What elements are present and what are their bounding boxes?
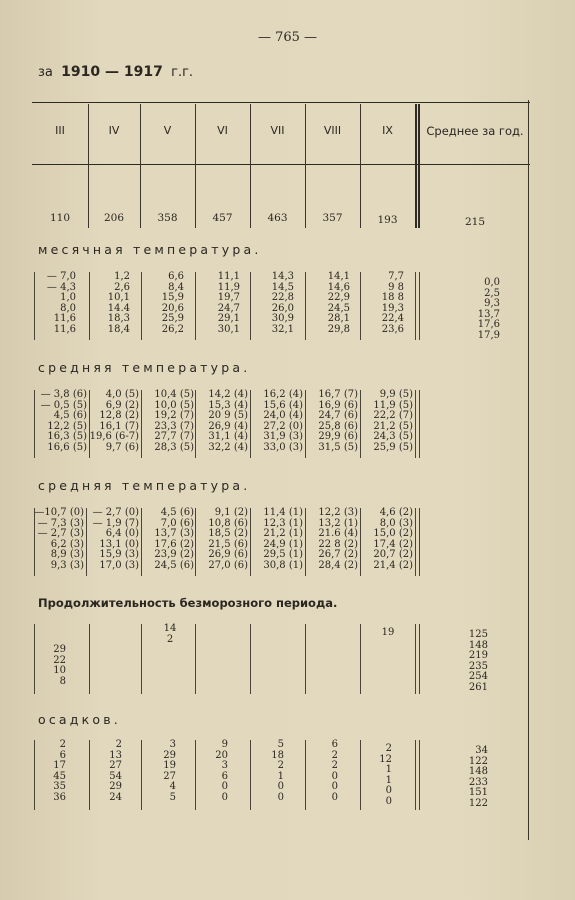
table-cell: 12,2 (3) [318,507,358,518]
data-column [196,390,248,454]
table-cell: 17 [53,760,66,772]
column-rule [305,740,306,810]
table-cell: 15,6 (4) [263,399,303,411]
table-cell: 2 [385,743,392,754]
column-rule [360,740,361,810]
table-cell: 20 [215,749,228,761]
data-column [156,624,184,645]
column-rule [89,740,90,810]
table-cell: 1 [277,770,284,782]
table-cell: 17,0 (3) [99,559,139,571]
header-divider [415,104,417,228]
table-cell: 254 [468,671,488,683]
table-cell: 23,6 [381,323,404,335]
data-column [87,508,139,572]
table-cell: 29 [109,781,122,793]
table-cell: 12 [379,753,392,765]
table-cell: 19,6 (6-7) [89,431,139,443]
table-cell: 125 [468,629,488,640]
table-cell: 10,4 (5) [154,389,194,400]
header-divider [140,104,141,228]
table-cell: 23,9 (2) [154,549,194,561]
data-column [256,272,294,336]
table-cell: 27,2 (0) [263,420,303,432]
table-cell: 28,3 (5) [154,441,194,453]
total-value: 206 [103,212,125,224]
table-cell: 2 [115,739,122,750]
table-cell: 11,1 [217,271,240,282]
table-cell: 27 [163,770,176,782]
avg-column [464,630,488,694]
table-cell: 8,0 (3) [379,517,413,529]
table-cell: 148 [468,639,488,651]
table-cell: 4,0 (5) [105,389,139,400]
table-cell: 29,9 (6) [318,431,358,443]
table-cell: 3 [221,760,228,772]
table-cell: 24,0 (4) [263,410,303,422]
column-rule [415,624,420,694]
column-rule [415,508,420,576]
table-cell: 7,7 [388,271,404,282]
table-cell: 24,5 [327,302,350,314]
table-cell: 13 [109,749,122,761]
table-cell: 33,0 (3) [263,441,303,453]
table-cell: 11,6 [53,313,76,325]
table-cell: 14,3 [271,271,294,282]
table-cell: 22 [53,654,66,666]
table-cell: 29,5 (1) [263,549,303,561]
month-header: VI [217,124,228,137]
table-cell: 6 [221,770,228,782]
table-cell: 1,0 [60,292,76,304]
table-cell: 23,3 (7) [154,420,194,432]
total-value: 193 [377,214,398,226]
section-monthly-temp: месячная температура. [38,242,262,257]
table-cell: 5 [277,739,284,750]
column-rule [305,272,306,340]
data-column [42,740,66,804]
data-column [202,272,240,336]
column-rule [415,390,420,458]
monthly-temp-block [32,272,530,342]
total-value: 358 [157,212,178,224]
table-cell: 15,3 (4) [208,399,248,411]
table-cell: 8 [59,675,66,687]
table-cell: 30,1 [217,323,240,335]
table-cell: 11,6 [53,323,76,335]
table-cell: 30,9 [271,313,294,325]
table-cell: 148 [468,766,488,778]
table-cell: — 4,3 [46,281,76,293]
table-cell: 31,9 (3) [263,431,303,443]
table-cell: 9 [221,739,228,750]
table-cell: 18,4 [107,323,130,335]
column-rule [89,272,90,340]
data-column [146,272,184,336]
table-cell: 12,2 (5) [47,420,87,432]
data-column [87,390,139,454]
total-value: 463 [267,212,288,224]
table-cell: — 0,5 (5) [40,399,87,411]
years-caption [38,64,193,80]
section-precip: осадков. [38,712,121,727]
table-cell: 0 [331,770,338,782]
table-cell: 19 [163,760,176,772]
data-column [92,272,130,336]
table-cell: — 2,7 (3) [37,528,84,540]
table-cell: 24 [109,791,122,803]
avg-column [464,278,500,342]
table-cell: 18,5 (2) [208,528,248,540]
table-cell: 25,9 [161,313,184,325]
table-cell: 19,3 [381,302,404,314]
table-cell: 24,5 (6) [154,559,194,571]
data-column [361,390,413,454]
mean-temp-block-2 [32,508,530,578]
table-cell: 4,6 (2) [379,507,413,518]
data-column [306,508,358,572]
table-cell: 27 [109,760,122,772]
column-rule [195,624,196,694]
month-header: IX [382,124,393,137]
data-column [251,508,303,572]
table-cell: 45 [53,770,66,782]
data-column [314,740,338,804]
table-cell: — 2,7 (0) [92,507,139,518]
table-cell: 20,6 [161,302,184,314]
table-cell: 0 [221,781,228,793]
table-cell: 2 [331,749,338,761]
table-cell: 21,2 (5) [373,420,413,432]
table-cell: 19,7 [217,292,240,304]
mean-temp-block-1 [32,390,530,460]
table-cell: 31,5 (5) [318,441,358,453]
table-cell: 8,0 [60,302,76,314]
table-cell: 14,5 [271,281,294,293]
table-cell: 0 [385,785,392,797]
header-divider [195,104,196,228]
table-cell: 4,5 (6) [160,507,194,518]
data-column [32,508,84,572]
data-column [35,390,87,454]
table-cell: 28,4 (2) [318,559,358,571]
table-cell: 29 [53,644,66,655]
table-cell: 16,7 (7) [318,389,358,400]
table-cell: 29,8 [327,323,350,335]
table-cell: 0,0 [484,277,500,288]
table-cell: 3 [169,739,176,750]
data-column [312,272,350,336]
table-cell: 22,8 [271,292,294,304]
table-cell: 13,2 (1) [318,517,358,529]
table-cell: 151 [468,787,488,799]
table-cell: 19,2 (7) [154,410,194,422]
column-rule [195,740,196,810]
column-rule [250,624,251,694]
table-cell: 13,7 (3) [154,528,194,540]
header-mid-rule [32,164,530,165]
table-cell: 32,2 (4) [208,441,248,453]
table-cell: 16,1 (7) [99,420,139,432]
table-cell: 30,8 (1) [263,559,303,571]
table-cell: 6,6 [168,271,184,282]
table-cell: 0 [277,781,284,793]
data-column [36,645,66,687]
table-cell: 2 [59,739,66,750]
header-divider [88,104,89,228]
table-cell: 24,7 (6) [318,410,358,422]
table-cell: 14 [163,623,177,634]
table-cell: 9,3 (3) [50,559,84,571]
table-cell: 6,9 (2) [105,399,139,411]
table-cell: 0 [331,781,338,793]
table-cell: 26,9 (4) [208,420,248,432]
section-mean-temp-1: средняя температура. [38,360,251,375]
table-cell: 14.4 [107,302,130,314]
header-divider [418,104,420,228]
table-cell: 2 [331,760,338,772]
table-cell: — 1,9 (7) [92,517,139,529]
table-cell: 0 [385,795,392,807]
data-column [361,508,413,572]
table-cell: 35 [53,781,66,793]
table-cell: 122 [468,755,488,767]
column-rule [141,272,142,340]
table-cell: 0 [221,791,228,803]
table-cell: 5 [169,791,176,803]
data-column [260,740,284,804]
table-cell: 29 [163,749,176,761]
data-column [374,628,402,639]
table-cell: 1 [385,764,392,776]
table-cell: 32,1 [271,323,294,335]
total-value: 457 [212,212,233,224]
table-cell: 12,3 (1) [263,517,303,529]
table-cell: 11,9 (5) [373,399,413,411]
table-cell: 13,1 (0) [99,538,139,550]
table-cell: 17,6 (2) [154,538,194,550]
table-cell: 27,0 (6) [208,559,248,571]
table-cell: 2,6 [114,281,130,293]
table-cell: 4,5 (6) [53,410,87,422]
table-cell: 233 [468,776,488,788]
precip-block [32,740,530,812]
table-cell: 14,6 [327,281,350,293]
table-cell: — 3,8 (6) [40,389,87,400]
table-cell: 6 [331,739,338,750]
column-rule [141,624,142,694]
page-number: — 765 — [257,30,318,45]
data-column [366,272,404,336]
table-cell: 36 [53,791,66,803]
table-cell: 8,4 [168,281,184,293]
column-rule [34,740,35,810]
table-cell: 4 [169,781,176,793]
table-cell: 19 [381,627,395,638]
table-cell: 6,4 (0) [105,528,139,540]
total-value: 110 [49,212,71,224]
header-divider [305,104,306,228]
month-header: III [55,124,65,137]
table-cell: 9,3 [484,298,500,310]
data-column [142,390,194,454]
total-avg: 215 [464,216,486,228]
data-column [38,272,76,336]
table-cell: 34 [475,745,488,756]
table-cell: 25,9 (5) [373,441,413,453]
table-cell: 15,9 [161,292,184,304]
table-cell: 26,0 [271,302,294,314]
table-cell: 9 8 [388,281,404,293]
table-cell: 22 8 (2) [318,538,358,550]
table-cell: 22,9 [327,292,350,304]
column-rule [305,624,306,694]
table-cell: 11,9 [217,281,240,293]
table-cell: 27,7 (7) [154,431,194,443]
table-cell: 219 [468,650,488,662]
table-cell: 7,0 (6) [160,517,194,529]
table-cell: 10 [53,665,66,677]
table-cell: 26,2 [161,323,184,335]
data-column [98,740,122,804]
table-cell: 21,5 (6) [208,538,248,550]
month-header: VII [270,124,285,137]
table-cell: 122 [468,797,488,809]
section-frost-free: Продолжительность безморозного периода. [38,596,338,610]
month-header: IV [108,124,120,137]
table-cell: 10,8 (6) [208,517,248,529]
years-prefix: за [38,65,53,80]
data-column [196,508,248,572]
total-value: 357 [322,212,343,224]
table-cell: 1,2 [114,271,130,282]
table-cell: 0 [277,791,284,803]
table-cell: 16,3 (5) [47,431,87,443]
column-rule [250,272,251,340]
table-cell: 18,3 [107,313,130,325]
table-cell: 22,2 (7) [373,410,413,422]
data-column [142,508,194,572]
column-rule [415,740,420,810]
table-cell: 16,9 (6) [318,399,358,411]
table-cell: 12,8 (2) [99,410,139,422]
table-cell: 235 [468,660,488,672]
table-cell: 16,6 (5) [47,441,87,453]
table-cell: 28,1 [327,313,350,325]
column-rule [89,624,90,694]
column-rule [415,272,420,340]
table-cell: 24,3 (5) [373,431,413,443]
section-mean-temp-2: средняя температура. [38,478,251,493]
table-cell: 26,9 (6) [208,549,248,561]
header-divider [360,104,361,228]
table-cell: 20 9 (5) [208,410,248,422]
table-cell: 2 [277,760,284,772]
table-cell: 29,1 [217,313,240,325]
header-top-rule [32,102,530,103]
table-cell: 14,1 [327,271,350,282]
data-column [368,744,392,808]
table-cell: 15,9 (3) [99,549,139,561]
table-cell: 17,4 (2) [373,538,413,550]
table-cell: — 7,3 (3) [37,517,84,529]
table-cell: 6 [59,749,66,761]
table-cell: 24,7 [217,302,240,314]
table-cell: 20,7 (2) [373,549,413,561]
avg-header: Среднее за год. [426,124,524,138]
column-rule [250,740,251,810]
avg-column [464,746,488,810]
month-header: V [163,124,172,137]
table-cell: 13,7 [477,308,500,320]
data-column [251,390,303,454]
table-cell: 18 [271,749,284,761]
table-cell: 17,6 [477,319,500,331]
table-cell: 21,4 (2) [373,559,413,571]
table-cell: 24,9 (1) [263,538,303,550]
table-cell: 1 [385,774,392,786]
column-rule [360,624,361,694]
table-cell: 25,8 (6) [318,420,358,432]
month-header: VIII [323,124,342,137]
header-divider [250,104,251,228]
data-column [306,390,358,454]
frost-free-block [32,624,530,696]
table-cell: 6,2 (3) [50,538,84,550]
column-rule [34,624,35,694]
column-rule [141,740,142,810]
table-cell: 26,7 (2) [318,549,358,561]
table-cell: 0 [331,791,338,803]
table-cell: 21.6 (4) [318,528,358,540]
table-cell: 17,9 [477,329,500,341]
header-table [32,102,530,228]
table-cell: 11,4 (1) [263,507,303,518]
table-cell: 21,2 (1) [263,528,303,540]
data-column [204,740,228,804]
column-rule [360,272,361,340]
table-cell: 10,1 [107,292,130,304]
column-rule [195,272,196,340]
table-cell: — 7,0 [46,271,76,282]
table-cell: 2,5 [484,287,500,299]
table-cell: —10,7 (0) [34,507,84,518]
data-column [152,740,176,804]
table-cell: 18 8 [381,292,404,304]
table-cell: 10,0 (5) [154,399,194,411]
table-cell: 9,9 (5) [379,389,413,400]
table-cell: 54 [109,770,122,782]
table-cell: 261 [468,681,488,693]
table-cell: 14,2 (4) [208,389,248,400]
table-cell: 31,1 (4) [208,431,248,443]
table-cell: 2 [166,633,174,645]
table-cell: 15,0 (2) [373,528,413,540]
table-cell: 9,7 (6) [105,441,139,453]
table-cell: 16,2 (4) [263,389,303,400]
table-cell: 9,1 (2) [214,507,248,518]
column-rule [34,272,35,340]
years-suffix: г.г. [171,65,194,80]
years-range: 1910 — 1917 [61,64,163,80]
table-cell: 8,9 (3) [50,549,84,561]
right-page-rule [528,100,529,840]
table-cell: 22,4 [381,313,404,325]
